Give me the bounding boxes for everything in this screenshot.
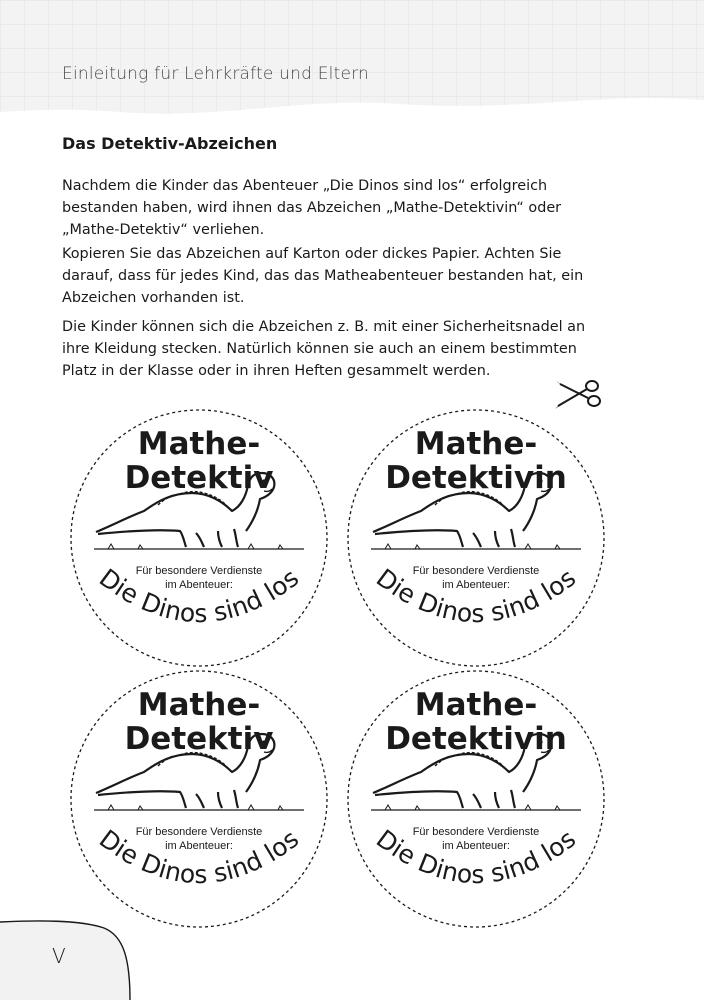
section-title: Das Detektiv-Abzeichen bbox=[62, 134, 278, 153]
badge-caption-line1: Für besondere Verdienste bbox=[412, 826, 540, 838]
badge-mathe-detektiv bbox=[68, 407, 330, 669]
badge-caption-line2: im Abenteuer: bbox=[165, 840, 233, 852]
page-number: V bbox=[52, 944, 66, 968]
paragraph-intro: Nachdem die Kinder das Abenteuer „Die Dinos sind los“ erfolgreich bestanden haben, wird ihnen das Abzeichen „Mathe-Detektivin“ oder „Mathe-Detektiv“ verliehen. bbox=[62, 178, 562, 238]
badge-mathe-detektivin bbox=[345, 668, 607, 930]
badge-title-line1: Mathe- bbox=[414, 426, 538, 462]
badge-title-line2: Detektiv bbox=[124, 460, 274, 496]
paragraph-copy-instructions: Kopieren Sie das Abzeichen auf Karton oder dickes Papier. Achten Sie darauf, dass für jedes Kind, das das Matheabenteuer bestanden hat, ein Abzeichen vorhanden ist. bbox=[62, 246, 584, 306]
badge-caption-line2: im Abenteuer: bbox=[442, 840, 510, 852]
badge-title-line1: Mathe- bbox=[137, 426, 261, 462]
badge-title-line2: Detektivin bbox=[385, 721, 567, 757]
page-corner-decoration bbox=[0, 910, 140, 1000]
header-title: Einleitung für Lehrkräfte und Eltern bbox=[62, 64, 369, 84]
badge-mathe-detektiv bbox=[68, 668, 330, 930]
badge-motto: Die Dinos sind los bbox=[370, 823, 582, 890]
badge-caption-line1: Für besondere Verdienste bbox=[135, 826, 263, 838]
badge-title-line1: Mathe- bbox=[137, 687, 261, 723]
badge-mathe-detektivin bbox=[345, 407, 607, 669]
badge-caption-line2: im Abenteuer: bbox=[442, 579, 510, 591]
badge-motto: Die Dinos sind los bbox=[370, 562, 582, 629]
badge-caption-line2: im Abenteuer: bbox=[165, 579, 233, 591]
badge-title-line2: Detektiv bbox=[124, 721, 274, 757]
badge-caption-line1: Für besondere Verdienste bbox=[135, 565, 263, 577]
page-header bbox=[0, 0, 704, 125]
badge-caption-line1: Für besondere Verdienste bbox=[412, 565, 540, 577]
badge-title-line2: Detektivin bbox=[385, 460, 567, 496]
badge-motto: Die Dinos sind los bbox=[93, 823, 305, 890]
header-grid-background bbox=[0, 0, 704, 125]
badge-motto: Die Dinos sind los bbox=[93, 562, 305, 629]
paragraph-wearing-tips: Die Kinder können sich die Abzeichen z. B. mit einer Sicherheitsnadel an ihre Kleidung stecken. Natürlich können sie auch an einem bestimmten Platz in der Klasse oder in ihren Heften gesammelt werden. bbox=[62, 319, 586, 379]
badge-title-line1: Mathe- bbox=[414, 687, 538, 723]
